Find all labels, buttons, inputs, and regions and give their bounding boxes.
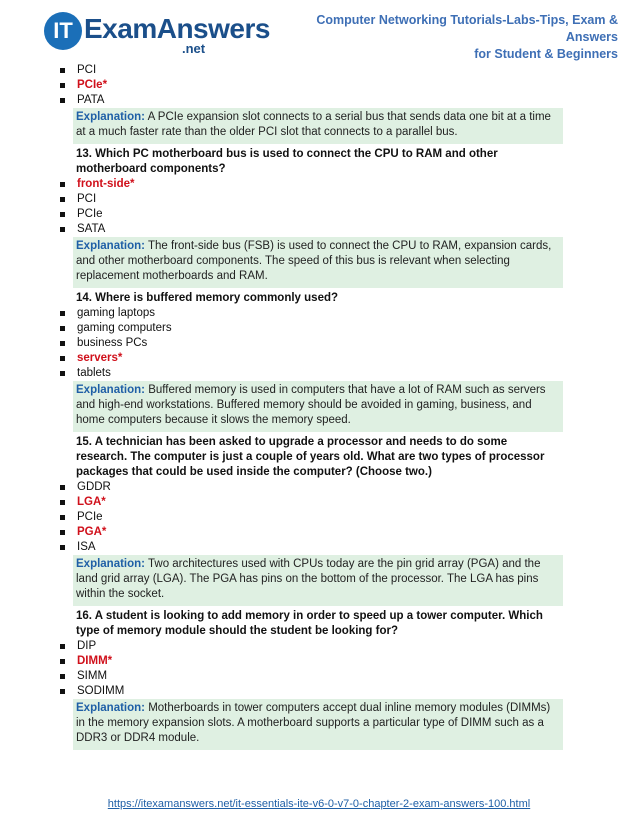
option-text: DIP — [77, 640, 97, 652]
answer-option — [0, 351, 638, 366]
bullet-icon — [60, 515, 65, 520]
explanation-label: Explanation: — [76, 384, 146, 396]
option-text: PCIe* — [77, 79, 108, 91]
bullet-icon — [60, 674, 65, 679]
bullet-icon — [60, 311, 65, 316]
option-text: gaming laptops — [77, 307, 155, 319]
question-text: 15. A technician has been asked to upgrade a processor and needs to do some research. The computer is just a couple of years old. What are two types of processor packages that could be used inside the computer? (Choose two.) — [76, 436, 545, 478]
explanation-label: Explanation: — [76, 558, 146, 570]
bullet-icon — [60, 371, 65, 376]
bullet-icon — [60, 182, 65, 187]
bullet-icon — [60, 98, 65, 103]
answer-option — [0, 177, 638, 192]
explanation-text: Motherboards in tower computers accept dual inline memory modules (DIMMs) in the memory expansion slots. A motherboard supports a particular type of DIMM such as a DDR3 or DDR4 module. — [76, 702, 551, 744]
answer-option — [0, 654, 638, 669]
tagline-line-2: for Student & Beginners — [474, 47, 618, 61]
bullet-icon — [60, 68, 65, 73]
answer-option — [0, 540, 638, 555]
option-text: SODIMM — [77, 685, 125, 697]
option-text: PCIe — [77, 511, 103, 523]
option-text: SIMM — [77, 670, 108, 682]
question-block — [0, 435, 638, 606]
explanation-box — [73, 108, 563, 144]
answer-option — [0, 495, 638, 510]
option-text: front-side* — [77, 178, 135, 190]
option-text: PCI — [77, 64, 97, 76]
option-text: SATA — [77, 223, 106, 235]
explanation-text: A PCIe expansion slot connects to a serial bus that sends data one bit at a time at a much faster rate than the older PCI slot that connects to a parallel bus. — [76, 111, 551, 138]
explanation-text: Two architectures used with CPUs today are the pin grid array (PGA) and the land grid array (LGA). The PGA has pins on the bottom of the processor. The LGA has pins within the socket. — [76, 558, 541, 600]
explanation-box — [73, 237, 563, 288]
page-header — [0, 0, 638, 62]
explanation-box — [73, 699, 563, 750]
top-options-list — [0, 63, 638, 108]
page-content — [0, 63, 638, 750]
answer-option — [0, 669, 638, 684]
answer-option — [0, 192, 638, 207]
explanation-text: Buffered memory is used in computers that have a lot of RAM such as servers and high-end workstations. Buffered memory should be avoided in gaming, business, and home computers because it slows the memory speed. — [76, 384, 546, 426]
option-text: tablets — [77, 367, 111, 379]
bullet-icon — [60, 485, 65, 490]
logo-domain: .net — [182, 41, 206, 56]
explanation-label: Explanation: — [76, 240, 146, 252]
question-text: 16. A student is looking to add memory in order to speed up a tower computer. Which type of memory module should the student be looking for? — [76, 610, 543, 637]
option-text: business PCs — [77, 337, 148, 349]
answer-option — [0, 684, 638, 699]
bullet-icon — [60, 83, 65, 88]
answer-option — [0, 63, 638, 78]
answer-option — [0, 321, 638, 336]
option-text: DIMM* — [77, 655, 113, 667]
question-text: 14. Where is buffered memory commonly used? — [76, 292, 339, 304]
option-text: ISA — [77, 541, 96, 553]
option-text: GDDR — [77, 481, 111, 493]
bullet-icon — [60, 500, 65, 505]
bullet-icon — [60, 356, 65, 361]
answer-option — [0, 639, 638, 654]
option-text: servers* — [77, 352, 123, 364]
bullet-icon — [60, 341, 65, 346]
bullet-icon — [60, 530, 65, 535]
bullet-icon — [60, 689, 65, 694]
explanation-label: Explanation: — [76, 702, 146, 714]
answer-option — [0, 207, 638, 222]
question-text: 13. Which PC motherboard bus is used to connect the CPU to RAM and other motherboard components? — [76, 148, 498, 175]
site-tagline — [288, 12, 618, 63]
footer-source-link[interactable]: https://itexamanswers.net/it-essentials-ite-v6-0-v7-0-chapter-2-exam-answers-100.html — [107, 798, 531, 810]
bullet-icon — [60, 197, 65, 202]
answer-option — [0, 336, 638, 351]
option-text: PGA* — [77, 526, 107, 538]
tagline-line-1: Computer Networking Tutorials-Labs-Tips, Exam & Answers — [316, 13, 618, 44]
option-text: LGA* — [77, 496, 106, 508]
bullet-icon — [60, 545, 65, 550]
bullet-icon — [60, 326, 65, 331]
bullet-icon — [60, 644, 65, 649]
explanation-text: The front-side bus (FSB) is used to connect the CPU to RAM, expansion cards, and other motherboard components. The speed of this bus is relevant when selecting replacement motherboards and RAM. — [76, 240, 552, 282]
question-block — [0, 291, 638, 432]
option-text: PATA — [77, 94, 105, 106]
answer-option — [0, 78, 638, 93]
option-text: PCI — [77, 193, 97, 205]
bullet-icon — [60, 659, 65, 664]
answer-option — [0, 93, 638, 108]
logo-it-badge: IT — [44, 12, 82, 50]
logo-wordmark: ExamAnswers — [84, 13, 270, 44]
explanation-box — [73, 381, 563, 432]
explanation-label: Explanation: — [76, 111, 146, 123]
question-block — [0, 147, 638, 288]
site-logo[interactable] — [44, 10, 270, 56]
option-text: gaming computers — [77, 322, 172, 334]
question-block — [0, 609, 638, 750]
answer-option — [0, 366, 638, 381]
bullet-icon — [60, 212, 65, 217]
option-text: PCIe — [77, 208, 103, 220]
explanation-box — [73, 555, 563, 606]
answer-option — [0, 222, 638, 237]
answer-option — [0, 480, 638, 495]
bullet-icon — [60, 227, 65, 232]
answer-option — [0, 306, 638, 321]
answer-option — [0, 510, 638, 525]
answer-option — [0, 525, 638, 540]
